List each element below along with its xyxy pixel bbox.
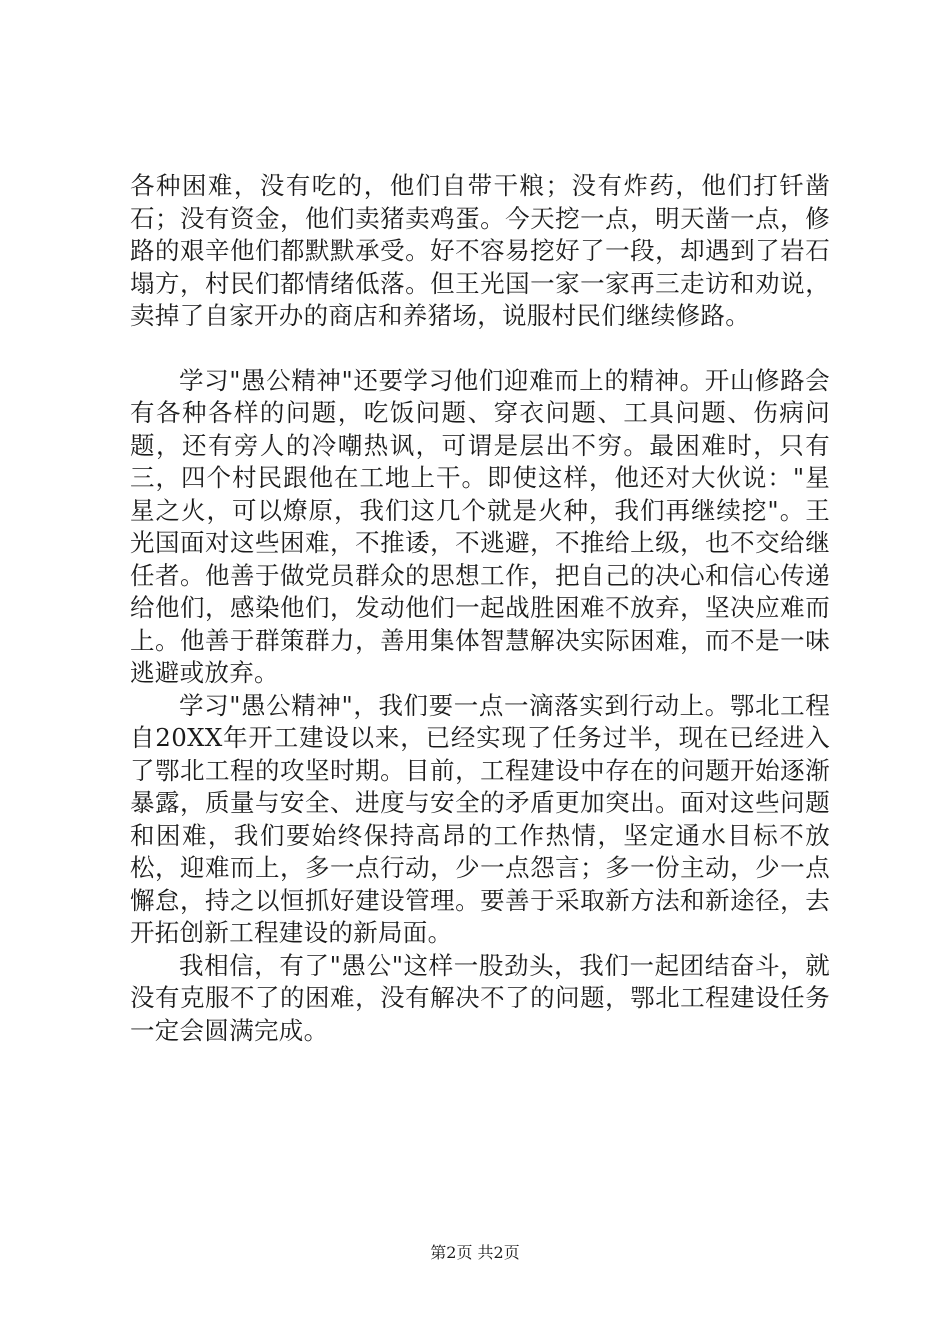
page-number-footer: 第2页 共2页 — [430, 1243, 520, 1262]
paragraph-2: 学习"愚公精神"还要学习他们迎难而上的精神。开山修路会有各种各样的问题，吃饭问题、穿衣问题、工具问题、伤病问题，还有旁人的冷嘲热讽，可谓是层出不穷。最困难时，只有三，四个村民跟他在工地上干。即使这样，他还对大伙说："星星之火，可以燎原，我们这几个就是火种，我们再继续挖"。王光国面对这些困难，不推诿，不逃避，不推给上级，也不交给继任者。他善于做党员群众的思想工作，把自己的决心和信心传递给他们，感染他们，发动他们一起战胜困难不放弃，坚决应难而上。他善于群策群力，善用集体智慧解决实际困难，而不是一味逃避或放弃。 — [130, 365, 830, 687]
document-body — [130, 170, 830, 1047]
paragraph-3: 学习"愚公精神"，我们要一点一滴落实到行动上。鄂北工程自20XX年开工建设以来，已经实现了任务过半，现在已经进入了鄂北工程的攻坚时期。目前，工程建设中存在的问题开始逐渐暴露，质量与安全、进度与安全的矛盾更加突出。面对这些问题和困难，我们要始终保持高昂的工作热情，坚定通水目标不放松，迎难而上，多一点行动，少一点怨言；多一份主动，少一点懈怠，持之以恒抓好建设管理。要善于采取新方法和新途径，去开拓创新工程建设的新局面。 — [130, 690, 830, 947]
paragraph-4: 我相信，有了"愚公"这样一股劲头，我们一起团结奋斗，就没有克服不了的困难，没有解决不了的问题，鄂北工程建设任务一定会圆满完成。 — [130, 950, 830, 1045]
paragraph-1: 各种困难，没有吃的，他们自带干粮；没有炸药，他们打钎凿石；没有资金，他们卖猪卖鸡蛋。今天挖一点，明天凿一点，修路的艰辛他们都默默承受。好不容易挖好了一段，却遇到了岩石塌方，村民们都情绪低落。但王光国一家一家再三走访和劝说，卖掉了自家开办的商店和养猪场，说服村民们继续修路。 — [130, 171, 830, 330]
